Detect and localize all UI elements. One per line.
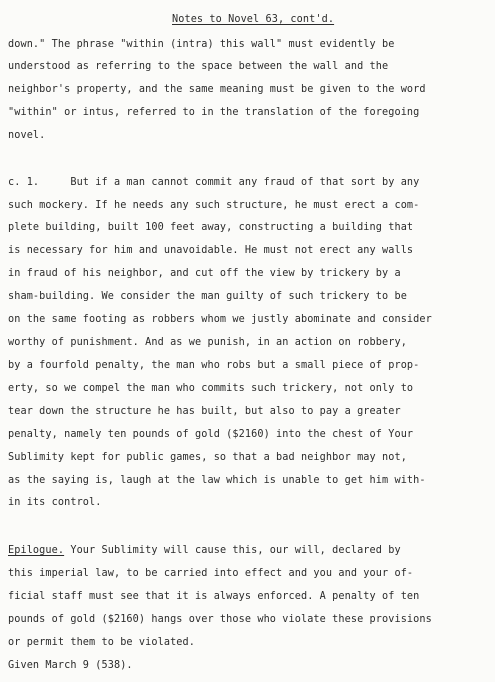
- epilogue-heading: Epilogue.: [8, 545, 65, 556]
- text-line: erty, so we compel the man who commits such trickery, not only to: [8, 383, 414, 394]
- text-line: in fraud of his neighbor, and cut off the view by trickery by a: [8, 268, 401, 279]
- text-line: plete building, built 100 feet away, constructing a building that: [8, 222, 414, 233]
- epilogue-first-text: Your Sublimity will cause this, our will, declared by: [64, 545, 401, 556]
- text-line: Sublimity kept for public games, so that a bad neighbor may not,: [8, 452, 407, 463]
- text-line: or permit them to be violated.: [8, 637, 196, 648]
- text-line: sham-building. We consider the man guilty of such trickery to be: [8, 291, 407, 302]
- text-line: neighbor's property, and the same meaning must be given to the word: [8, 84, 426, 95]
- text-line: such mockery. If he needs any such structure, he must erect a com-: [8, 200, 420, 211]
- epilogue-first-line: [8, 545, 401, 557]
- text-line: understood as referring to the space between the wall and the: [8, 61, 389, 72]
- text-line: on the same footing as robbers whom we justly abominate and consider: [8, 314, 432, 325]
- text-line: is necessary for him and unavoidable. He must not erect any walls: [8, 245, 414, 256]
- text-line: novel.: [8, 130, 46, 141]
- text-line: by a fourfold penalty, the man who robs but a small piece of prop-: [8, 360, 420, 371]
- text-line: this imperial law, to be carried into effect and you and your of-: [8, 568, 414, 579]
- text-line: down." The phrase "within (intra) this wall" must evidently be: [8, 39, 395, 50]
- given-date-line: Given March 9 (538).: [8, 660, 133, 671]
- text-line: as the saying is, laugh at the law which is unable to get him with-: [8, 475, 426, 486]
- text-line: penalty, namely ten pounds of gold ($2160) into the chest of Your: [8, 429, 414, 440]
- text-line: in its control.: [8, 497, 102, 508]
- text-line: c. 1. But if a man cannot commit any fraud of that sort by any: [8, 177, 420, 188]
- text-line: pounds of gold ($2160) hangs over those who violate these provisions: [8, 614, 432, 625]
- text-line: "within" or intus, referred to in the translation of the foregoing: [8, 107, 420, 118]
- text-line: tear down the structure he has built, but also to pay a greater: [8, 406, 401, 417]
- page-title: Notes to Novel 63, cont'd.: [172, 14, 335, 25]
- text-line: ficial staff must see that it is always enforced. A penalty of ten: [8, 591, 420, 602]
- text-line: worthy of punishment. And as we punish, in an action on robbery,: [8, 337, 407, 348]
